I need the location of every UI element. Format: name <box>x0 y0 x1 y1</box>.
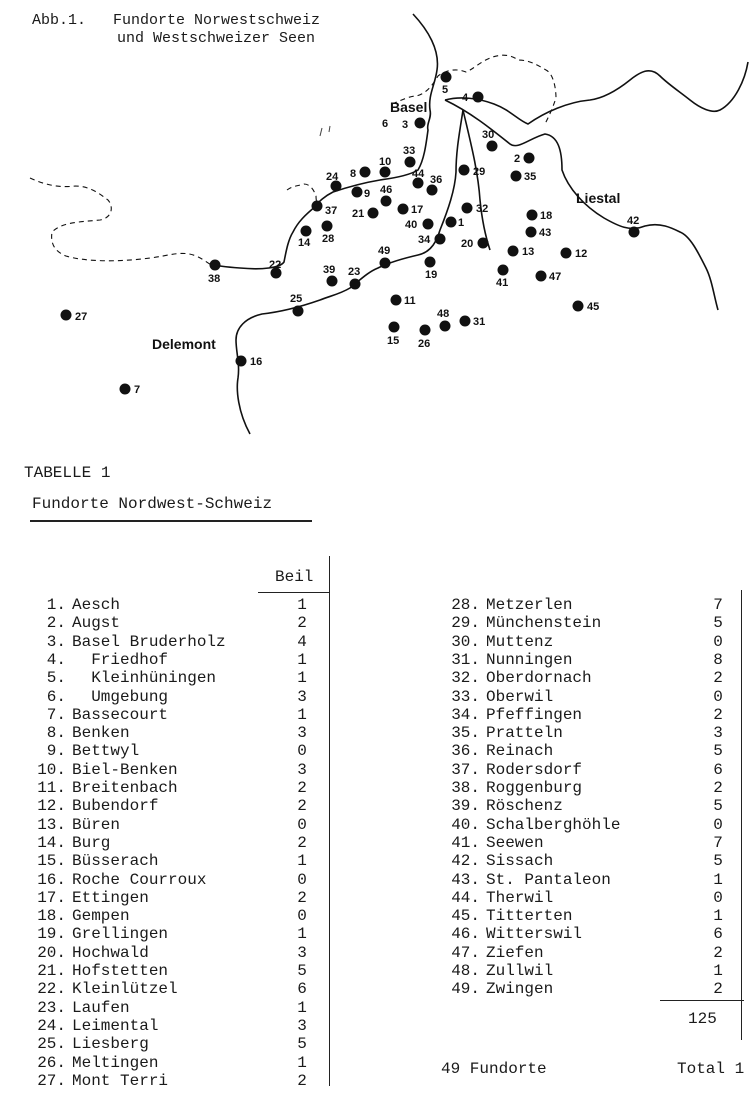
site-label-19: 19 <box>425 269 438 281</box>
site-label-21: 21 <box>352 208 365 220</box>
site-point-42 <box>629 227 640 238</box>
table-row-name: Biel-Benken <box>72 760 178 779</box>
table-row-number: 40. <box>451 815 480 834</box>
sum-rule <box>660 1000 744 1001</box>
scratch-marks <box>320 126 330 136</box>
table-row-name: Münchenstein <box>486 614 602 633</box>
table-label: TABELLE 1 <box>24 464 111 482</box>
site-label-10: 10 <box>379 156 392 168</box>
table-row-name: Büren <box>72 815 121 834</box>
table-row-name: Muttenz <box>486 632 554 651</box>
site-point-25 <box>293 306 304 317</box>
table-row-number: 38. <box>451 779 480 797</box>
site-label-46: 46 <box>380 184 393 196</box>
table-row-value: 3 <box>297 724 307 743</box>
table-row-name: Breitenbach <box>72 779 178 797</box>
table-row-number: 23. <box>37 998 66 1017</box>
site-label-37: 37 <box>325 205 338 217</box>
table-row-number: 8. <box>46 724 66 743</box>
table-row-name: Oberdornach <box>486 669 592 688</box>
site-point-31 <box>460 316 471 327</box>
city-label-liestal: Liestal <box>576 190 621 206</box>
table-row-value: 0 <box>713 687 723 706</box>
site-label-34: 34 <box>418 234 431 246</box>
site-label-5: 5 <box>442 84 449 96</box>
table-row-value: 6 <box>713 925 723 944</box>
table-row-number: 13. <box>37 815 66 834</box>
city-label-basel: Basel <box>390 99 428 115</box>
table-row-number: 43. <box>451 870 480 889</box>
table-row-number: 45. <box>451 907 480 926</box>
site-label-25: 25 <box>290 293 303 305</box>
site-point-20 <box>478 238 489 249</box>
site-label-49: 49 <box>378 245 391 257</box>
figure-caption-line2: und Westschweizer Seen <box>117 30 316 47</box>
site-label-1: 1 <box>458 217 465 229</box>
site-label-7: 7 <box>134 384 141 396</box>
table-row-value: 4 <box>297 632 307 651</box>
table-row-number: 33. <box>451 687 480 706</box>
site-point-1 <box>446 217 457 228</box>
site-point-33 <box>405 157 416 168</box>
site-label-11: 11 <box>404 295 416 307</box>
table-row-name: Grellingen <box>72 925 169 944</box>
table-row-name: Roggenburg <box>486 779 583 797</box>
site-label-17: 17 <box>411 204 424 216</box>
site-point-3 <box>415 118 426 129</box>
heading-underline <box>30 520 312 522</box>
site-label-6: 6 <box>382 118 389 130</box>
table-row-value: 2 <box>297 888 307 907</box>
table-row-value: 2 <box>297 833 307 852</box>
table-row-value: 5 <box>713 742 723 761</box>
site-label-26: 26 <box>418 338 431 350</box>
site-point-16 <box>236 356 247 367</box>
table-row-name: Nunningen <box>486 650 573 669</box>
table-row-name: Therwil <box>486 888 554 907</box>
table-row-value: 6 <box>713 760 723 779</box>
table-row-number: 1. <box>46 596 66 614</box>
header-rule <box>258 592 330 593</box>
table-row-name: Röschenz <box>486 797 563 816</box>
table-row-number: 26. <box>37 1053 66 1072</box>
table-row-name: Benken <box>72 724 130 743</box>
table-row-number: 49. <box>451 980 480 999</box>
site-point-32 <box>462 203 473 214</box>
site-label-36: 36 <box>430 174 443 186</box>
table-row-value: 5 <box>297 962 307 980</box>
table-row-value: 0 <box>297 870 307 889</box>
table-row-number: 11. <box>37 779 66 797</box>
table-row-value: 5 <box>713 614 723 633</box>
table-row-number: 21. <box>37 962 66 980</box>
table-row-number: 31. <box>451 650 480 669</box>
site-label-41: 41 <box>496 277 509 289</box>
site-point-10 <box>380 167 391 178</box>
site-label-27: 27 <box>75 311 88 323</box>
site-point-46 <box>381 196 392 207</box>
site-label-29: 29 <box>473 166 486 178</box>
site-point-18 <box>527 210 538 221</box>
table-row-name: Liesberg <box>72 1035 149 1054</box>
table-row-name: Kleinlützel <box>72 980 178 999</box>
table-row-value: 0 <box>297 742 307 761</box>
site-point-38 <box>210 260 221 271</box>
table-row-value: 1 <box>297 705 307 724</box>
site-label-44: 44 <box>412 168 425 180</box>
table-row-name: Aesch <box>72 596 121 614</box>
table-row-number: 9. <box>46 742 66 761</box>
table-row-value: 0 <box>713 815 723 834</box>
table-row-name: Bettwyl <box>72 742 140 761</box>
table-row-name: Ziefen <box>486 943 544 962</box>
table-row-value: 6 <box>297 980 307 999</box>
table-row-value: 3 <box>297 943 307 962</box>
site-point-41 <box>498 265 509 276</box>
table-row-number: 17. <box>37 888 66 907</box>
sum-value: 125 <box>688 1010 717 1028</box>
column-separator <box>329 556 330 1086</box>
site-point-27 <box>61 310 72 321</box>
table-row-value: 1 <box>297 650 307 669</box>
table-row-number: 18. <box>37 907 66 926</box>
table-row-value: 2 <box>713 669 723 688</box>
table-row-value: 1 <box>297 852 307 871</box>
table-row-number: 37. <box>451 760 480 779</box>
table-heading: Fundorte Nordwest-Schweiz <box>32 495 273 513</box>
site-point-45 <box>573 301 584 312</box>
site-label-20: 20 <box>461 238 474 250</box>
table-row-value: 5 <box>713 797 723 816</box>
site-label-35: 35 <box>524 171 537 183</box>
site-points <box>61 72 640 397</box>
table-row-name: Basel Bruderholz <box>72 632 226 651</box>
table-row-name: Hofstetten <box>72 962 169 980</box>
site-label-31: 31 <box>473 316 486 328</box>
table-row-value: 1 <box>297 998 307 1017</box>
table-row-number: 25. <box>37 1035 66 1054</box>
table-row-name: Witterswil <box>486 925 583 944</box>
table-row-value: 1 <box>297 1053 307 1072</box>
table-row-value: 2 <box>713 779 723 797</box>
site-point-7 <box>120 384 131 395</box>
site-point-12 <box>561 248 572 259</box>
table-row-name: Seewen <box>486 833 544 852</box>
site-point-48 <box>440 321 451 332</box>
table-row-number: 29. <box>451 614 480 633</box>
table-row-number: 3. <box>46 632 66 651</box>
site-point-17 <box>398 204 409 215</box>
table-row-value: 1 <box>297 596 307 614</box>
site-point-4 <box>473 92 484 103</box>
site-point-2 <box>524 153 535 164</box>
table-row-value: 3 <box>297 1016 307 1035</box>
table-row-name: Umgebung <box>72 687 169 706</box>
table-row-value: 0 <box>713 888 723 907</box>
table-row-name: Leimental <box>72 1016 159 1035</box>
table-row-value: 3 <box>297 687 307 706</box>
site-point-14 <box>301 226 312 237</box>
site-point-30 <box>487 141 498 152</box>
table-row-number: 32. <box>451 669 480 688</box>
table-row-name: Metzerlen <box>486 596 573 614</box>
site-label-16: 16 <box>250 356 263 368</box>
table-row-number: 39. <box>451 797 480 816</box>
site-label-18: 18 <box>540 210 553 222</box>
site-point-5 <box>441 72 452 83</box>
table-row-name: Bubendorf <box>72 797 159 816</box>
site-point-47 <box>536 271 547 282</box>
table-row-number: 46. <box>451 925 480 944</box>
table-row-value: 3 <box>297 760 307 779</box>
table-row-number: 16. <box>37 870 66 889</box>
table-row-value: 8 <box>713 650 723 669</box>
table-row-value: 2 <box>297 1071 307 1090</box>
table-row-name: Gempen <box>72 907 130 926</box>
table-row-name: St. Pantaleon <box>486 870 611 889</box>
table-row-value: 1 <box>713 870 723 889</box>
table-row-value: 1 <box>713 907 723 926</box>
table-row-name: Zwingen <box>486 980 554 999</box>
figure-caption-line1: Abb.1. Fundorte Norwestschweiz <box>32 12 321 29</box>
table-row-number: 41. <box>451 833 480 852</box>
location-map <box>0 0 750 450</box>
total-label: Total 1 <box>677 1060 745 1078</box>
table-row-number: 48. <box>451 962 480 980</box>
site-label-24: 24 <box>326 171 339 183</box>
site-label-40: 40 <box>405 219 418 231</box>
site-label-38: 38 <box>208 273 221 285</box>
table-row-name: Sissach <box>486 852 554 871</box>
table-row-number: 22. <box>37 980 66 999</box>
table-row-name: Rodersdorf <box>486 760 583 779</box>
table-row-value: 5 <box>297 1035 307 1054</box>
table-row-value: 1 <box>297 669 307 688</box>
site-point-11 <box>391 295 402 306</box>
site-point-43 <box>526 227 537 238</box>
site-point-15 <box>389 322 400 333</box>
table-row-name: Friedhof <box>72 650 169 669</box>
table-row-name: Zullwil <box>486 962 554 980</box>
site-label-8: 8 <box>350 168 357 180</box>
table-row-number: 47. <box>451 943 480 962</box>
site-point-34 <box>435 234 446 245</box>
site-label-39: 39 <box>323 264 336 276</box>
site-label-30: 30 <box>482 129 495 141</box>
site-point-9 <box>352 187 363 198</box>
table-row-number: 4. <box>46 650 66 669</box>
fundorte-count: 49 Fundorte <box>441 1060 547 1078</box>
site-label-48: 48 <box>437 308 450 320</box>
table-row-value: 0 <box>297 907 307 926</box>
table-row-number: 12. <box>37 797 66 816</box>
site-point-28 <box>322 221 333 232</box>
table-row-name: Meltingen <box>72 1053 159 1072</box>
site-point-13 <box>508 246 519 257</box>
table-row-name: Hochwald <box>72 943 149 962</box>
table-row-value: 1 <box>297 925 307 944</box>
table-row-value: 0 <box>297 815 307 834</box>
site-label-4: 4 <box>462 92 469 104</box>
figure-caption <box>32 12 321 66</box>
site-point-49 <box>380 258 391 269</box>
table-row-number: 42. <box>451 852 480 871</box>
site-label-3: 3 <box>402 119 409 131</box>
site-point-23 <box>350 279 361 290</box>
site-point-26 <box>420 325 431 336</box>
table-row-number: 27. <box>37 1071 66 1090</box>
table-row-value: 1 <box>713 962 723 980</box>
column-header-beil: Beil <box>275 568 314 586</box>
table-row-number: 5. <box>46 669 66 688</box>
table-row-value: 3 <box>713 724 723 743</box>
table-row-name: Oberwil <box>486 687 554 706</box>
site-point-21 <box>368 208 379 219</box>
table-row-name: Büsserach <box>72 852 159 871</box>
table-row-value: 2 <box>713 943 723 962</box>
site-label-32: 32 <box>476 203 489 215</box>
table-row-name: Laufen <box>72 998 130 1017</box>
table-row-number: 10. <box>37 760 66 779</box>
site-point-37 <box>312 201 323 212</box>
site-label-22: 22 <box>269 259 282 271</box>
table-row-value: 0 <box>713 632 723 651</box>
site-label-33: 33 <box>403 145 416 157</box>
table-row-value: 7 <box>713 596 723 614</box>
table-row-value: 2 <box>713 980 723 999</box>
map-borders <box>210 14 748 434</box>
table-row-name: Mont Terri <box>72 1071 169 1090</box>
table-row-name: Pfeffingen <box>486 705 583 724</box>
table-row-number: 30. <box>451 632 480 651</box>
table-row-number: 28. <box>451 596 480 614</box>
site-label-23: 23 <box>348 266 361 278</box>
site-label-14: 14 <box>298 237 311 249</box>
site-label-43: 43 <box>539 227 552 239</box>
table-row-number: 34. <box>451 705 480 724</box>
table-row-value: 2 <box>297 797 307 816</box>
site-label-2: 2 <box>514 153 521 165</box>
city-label-delemont: Delemont <box>152 336 216 352</box>
site-point-19 <box>425 257 436 268</box>
right-edge-line <box>741 590 742 1040</box>
table-row-number: 2. <box>46 614 66 633</box>
table-row-number: 36. <box>451 742 480 761</box>
table-row-value: 5 <box>713 852 723 871</box>
site-label-45: 45 <box>587 301 600 313</box>
site-point-36 <box>427 185 438 196</box>
table-row-name: Ettingen <box>72 888 149 907</box>
table-row-value: 2 <box>297 779 307 797</box>
table-row-value: 2 <box>297 614 307 633</box>
site-point-40 <box>423 219 434 230</box>
table-row-number: 24. <box>37 1016 66 1035</box>
table-row-number: 44. <box>451 888 480 907</box>
site-label-42: 42 <box>627 215 640 227</box>
site-point-29 <box>459 165 470 176</box>
table-row-name: Titterten <box>486 907 573 926</box>
table-row-name: Augst <box>72 614 121 633</box>
table-row-name: Roche Courroux <box>72 870 207 889</box>
table-row-name: Kleinhüningen <box>72 669 217 688</box>
national-border <box>30 55 556 266</box>
site-label-9: 9 <box>364 188 371 200</box>
table-row-number: 15. <box>37 852 66 871</box>
table-row-number: 6. <box>46 687 66 706</box>
table-row-name: Burg <box>72 833 111 852</box>
table-row-number: 7. <box>46 705 66 724</box>
site-label-13: 13 <box>522 246 535 258</box>
site-point-35 <box>511 171 522 182</box>
table-row-number: 19. <box>37 925 66 944</box>
site-point-39 <box>327 276 338 287</box>
table-row-name: Bassecourt <box>72 705 169 724</box>
site-label-47: 47 <box>549 271 562 283</box>
table-row-number: 20. <box>37 943 66 962</box>
table-row-name: Reinach <box>486 742 554 761</box>
table-row-number: 14. <box>37 833 66 852</box>
table-row-value: 7 <box>713 833 723 852</box>
site-label-12: 12 <box>575 248 588 260</box>
table-row-name: Pratteln <box>486 724 563 743</box>
table-row-number: 35. <box>451 724 480 743</box>
site-label-28: 28 <box>322 233 335 245</box>
site-label-15: 15 <box>387 335 400 347</box>
table-row-value: 2 <box>713 705 723 724</box>
site-point-8 <box>360 167 371 178</box>
table-row-name: Schalberghöhle <box>486 815 621 834</box>
